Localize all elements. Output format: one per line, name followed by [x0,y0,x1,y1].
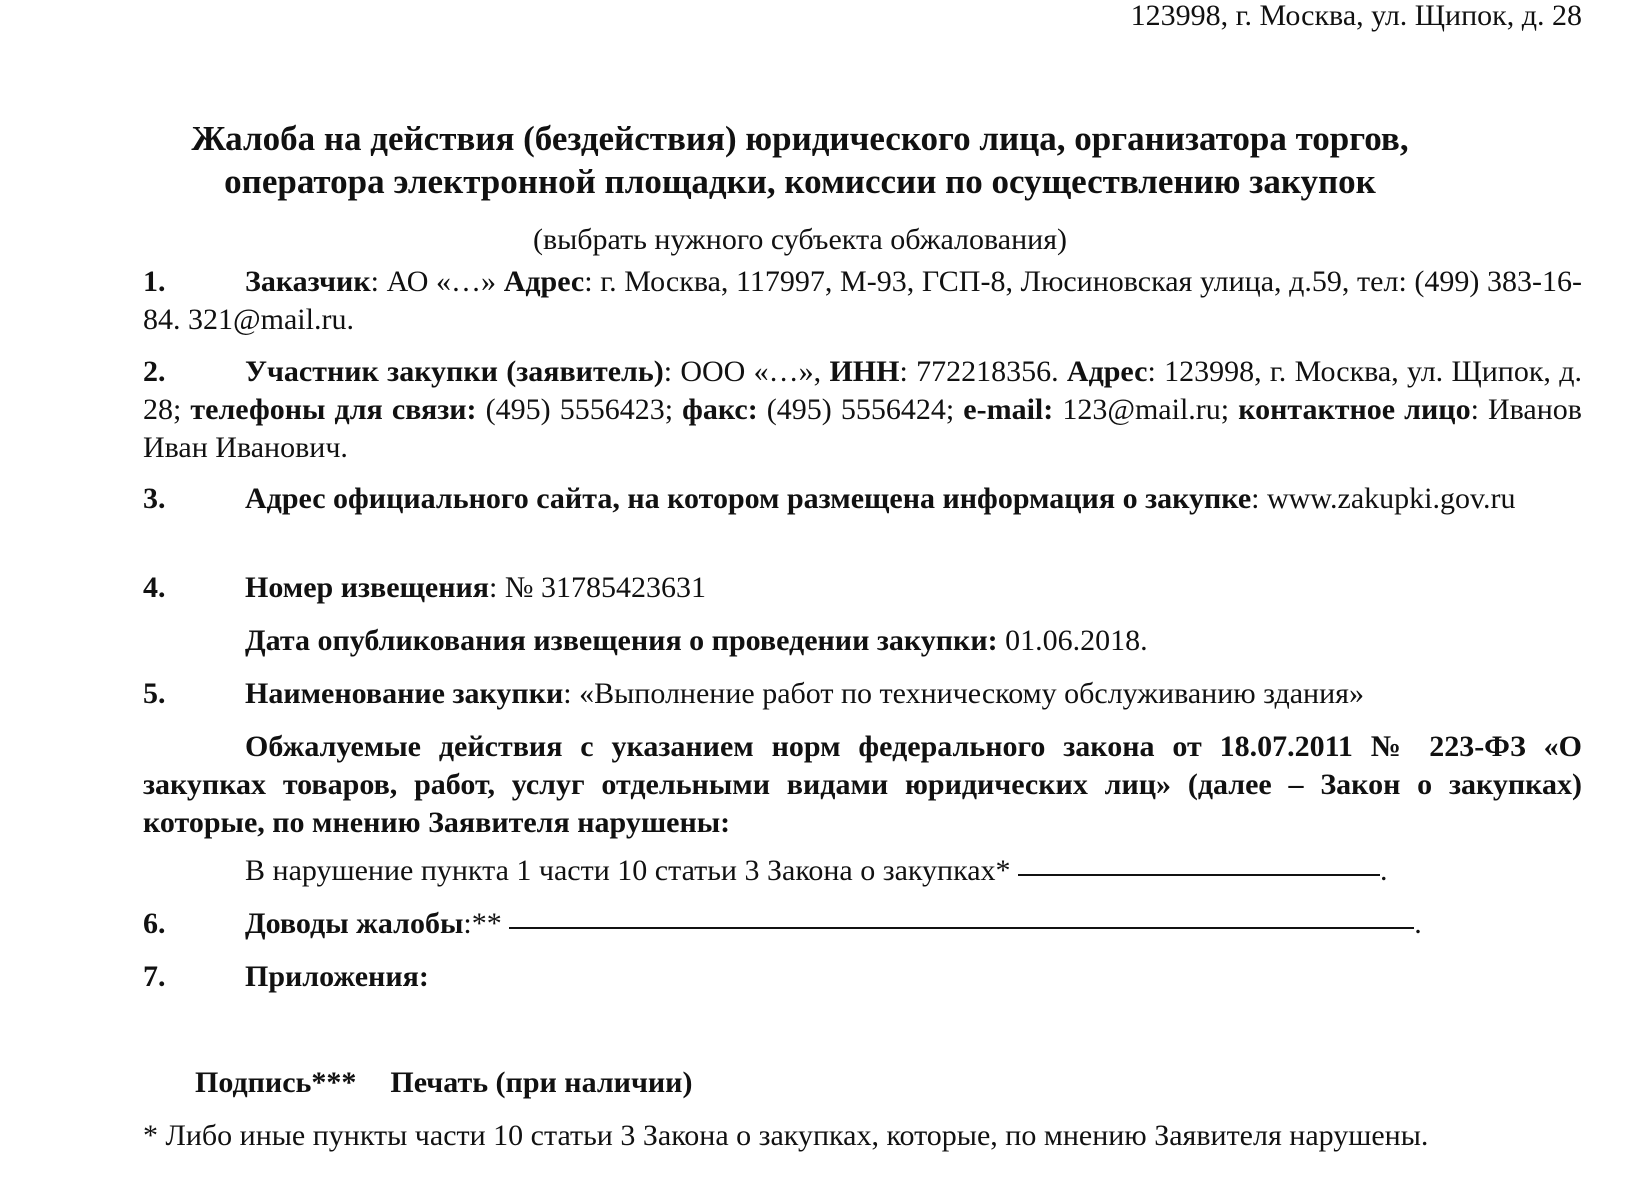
signature-label: Подпись*** [195,1066,357,1099]
website-value: : www.zakupki.gov.ru [1251,482,1516,515]
section-5-number: 5. [143,677,166,710]
customer-value: : АО «…» [370,265,504,298]
section-2-participant [143,353,1582,467]
arguments-value: :** [463,907,510,940]
phones-value: (495) 5556423; [476,393,683,426]
email-label: e-mail: [963,393,1054,426]
contact-value: : Иванов Иван Иванович. [143,393,1582,464]
contact-label: контактное лицо [1238,393,1471,426]
website-label: Адрес официального сайта, на котором размещена информация о закупке [245,482,1252,515]
appealed-actions-text: Обжалуемые действия с указанием норм федерального закона от 18.07.2011 № 223-ФЗ «О закупках товаров, работ, услуг отдельными видами юридических лиц» (далее – Закон о закупках) которые, по мнению Заявителя нарушены: [143,730,1582,839]
participant-address-label: Адрес [1066,355,1148,388]
participant-address-value: : 123998, г. Москва, ул. Щипок, д. 28; [143,355,1582,426]
section-7-number: 7. [143,960,166,993]
violation-line [143,852,1640,890]
footnote-text: * Либо иные пункты части 10 статьи 3 Закона о закупках, которые, по мнению Заявителя нарушены. [143,1119,1429,1152]
section-2-number: 2. [143,355,166,388]
document-subtitle: (выбрать нужного субъекта обжалования) [532,223,1068,256]
notice-number-value: : № 31785423631 [489,571,706,604]
section-4-number: 4. [143,571,166,604]
inn-label: ИНН [829,355,900,388]
section-6-arguments [143,905,1582,943]
attachments-label: Приложения: [245,960,429,993]
publication-date-label: Дата опубликования извещения о проведении закупки: [245,624,998,657]
phones-label: телефоны для связи: [190,393,477,426]
violation-end: . [1380,854,1388,887]
participant-label: Участник закупки (заявитель) [245,355,664,388]
fax-value: (495) 5556424; [757,393,964,426]
header-address: 123998, г. Москва, ул. Щипок, д. 28 [1130,0,1582,32]
arguments-label: Доводы жалобы [245,907,464,940]
section-4-notice-number [143,569,1582,607]
section-3-website [143,480,1582,518]
violation-text: В нарушение пункта 1 части 10 статьи 3 Закона о закупках* [245,854,1019,887]
customer-label: Заказчик [245,265,371,298]
section-4-publication-date [143,622,1640,660]
stamp-label: Печать (при наличии) [390,1066,693,1099]
notice-number-label: Номер извещения [245,571,489,604]
document-title [120,117,1480,203]
inn-value: : 772218356. [899,355,1067,388]
section-7-attachments [143,958,1582,996]
signature-row [195,1064,692,1102]
email-value: 123@mail.ru; [1053,393,1239,426]
section-1-customer [143,263,1582,339]
fax-label: факс: [682,393,758,426]
section-3-number: 3. [143,482,166,515]
document-title-line-1: Жалоба на действия (бездействия) юридического лица, организатора торгов, [191,119,1409,158]
violation-blank-line [1018,874,1380,876]
arguments-end: . [1414,907,1422,940]
procurement-name-value: : «Выполнение работ по техническому обслуживанию здания» [563,677,1364,710]
customer-address-label: Адрес [503,265,585,298]
section-1-number: 1. [143,265,166,298]
arguments-blank-line [509,927,1414,929]
procurement-name-label: Наименование закупки [245,677,564,710]
publication-date-value: 01.06.2018. [997,624,1148,657]
section-5-procurement-name [143,675,1582,713]
section-6-number: 6. [143,907,166,940]
customer-address-value: : г. Москва, 117997, М-93, ГСП-8, Люсиновская улица, д.59, тел: (499) 383-16-84. 321@mail.ru. [143,265,1583,336]
document-title-line-2: оператора электронной площадки, комиссии по осуществлению закупок [224,162,1376,201]
participant-value: : ООО «…», [663,355,830,388]
